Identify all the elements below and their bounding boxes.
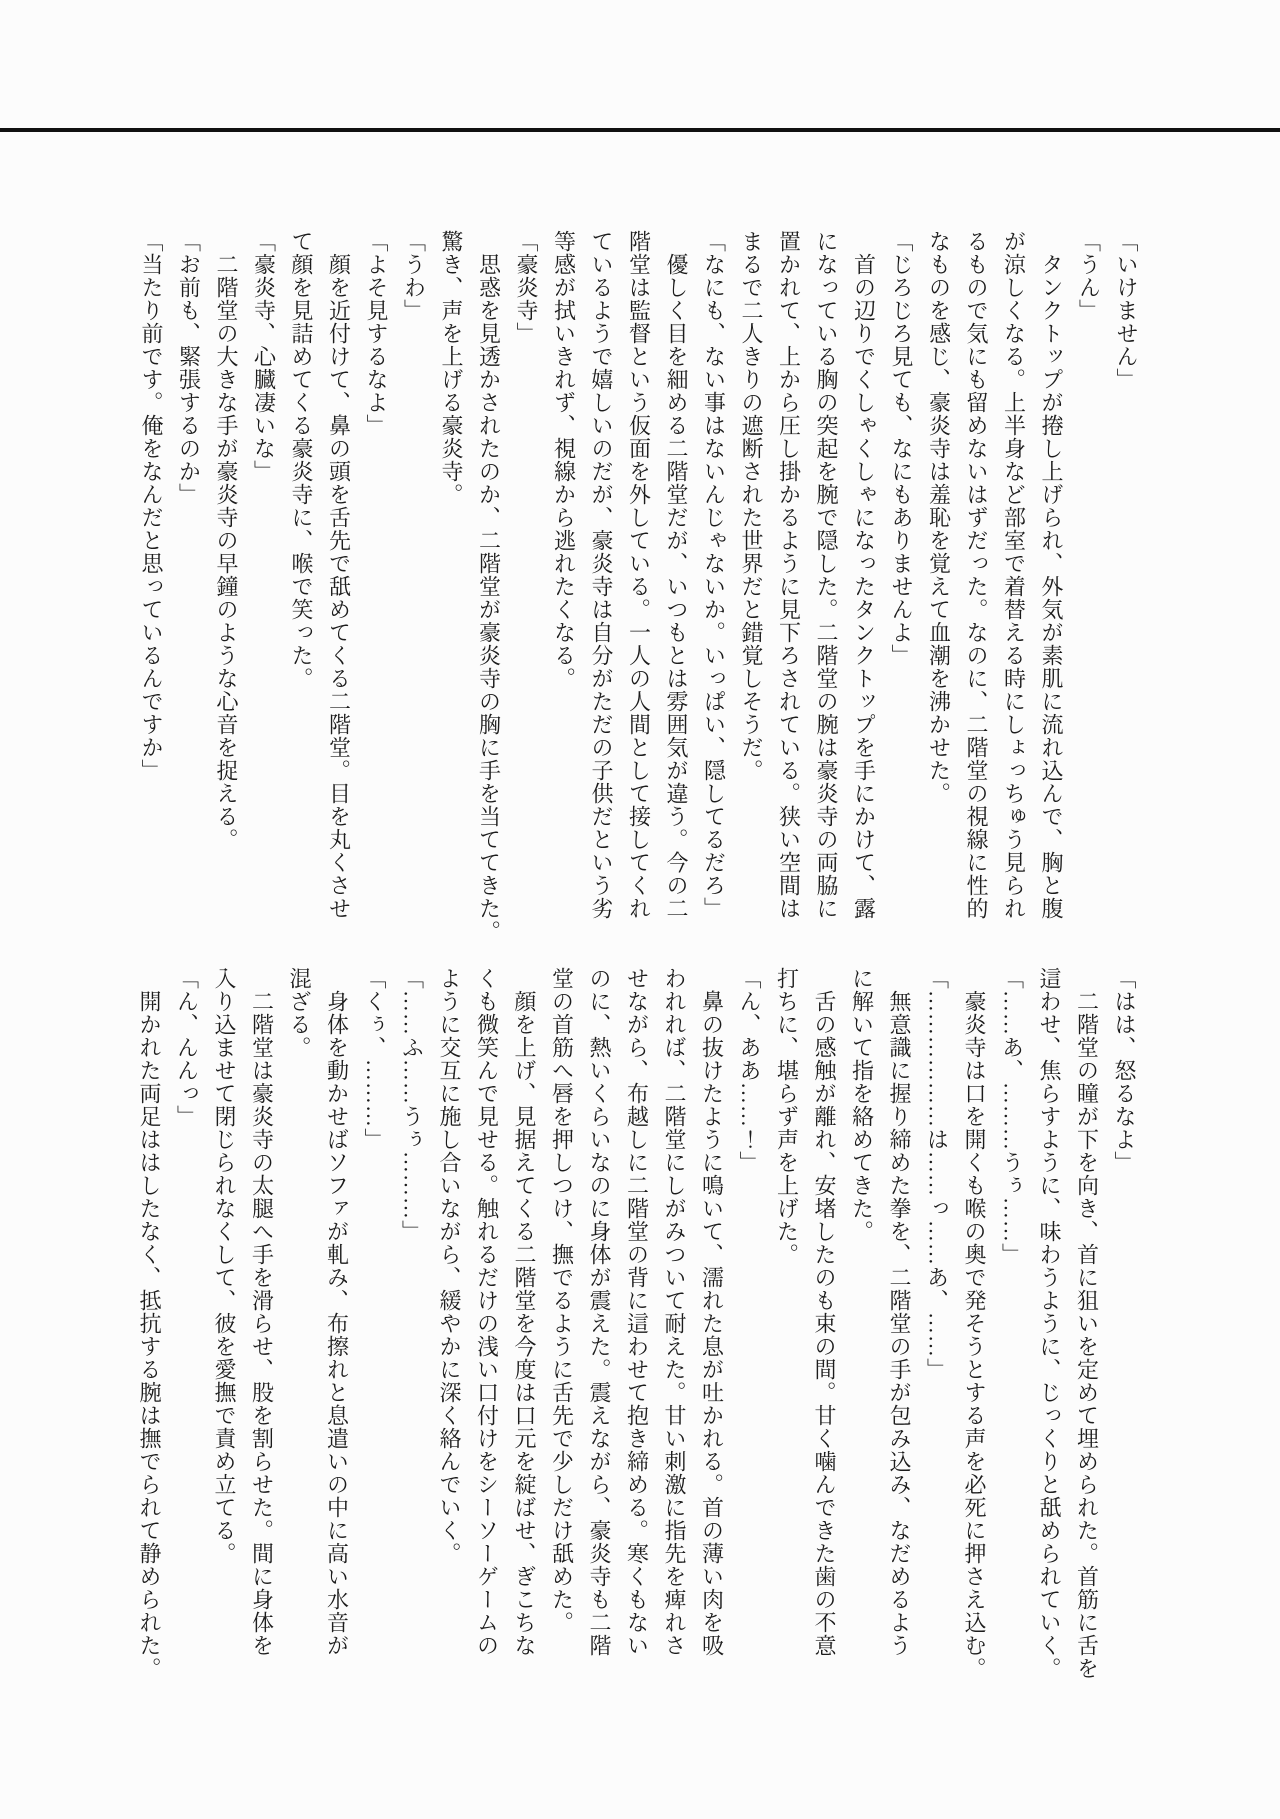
text-column: 「うわ」 [401, 230, 427, 322]
text-column: 二階堂の大きな手が豪炎寺の早鐘のような心音を捉える。 [214, 253, 239, 851]
text-column: くも微笑んで見せる。触れるだけの浅い口付けをシーソーゲームの [474, 967, 500, 1657]
text-column: 「豪炎寺、心臓凄いな」 [251, 230, 277, 483]
text-column: われれば、二階堂にしがみついて耐えた。甘い刺激に指先を痺れさ [662, 967, 687, 1657]
text-column: タンクトップが捲し上げられ、外気が素肌に流れ込んで、胸と腹 [1039, 253, 1064, 920]
text-column: 「はは、怒るなよ」 [1112, 967, 1137, 1174]
text-column: 豪炎寺は口を開くも喉の奥で発そうとする声を必死に押さえ込む。 [962, 990, 987, 1680]
text-column: 「ん、ああ……！」 [737, 967, 762, 1174]
text-column: せながら、布越しに二階堂の背に這わせて抱き締める。寒くもない [624, 967, 650, 1657]
text-column: 「じろじろ見ても、なにもありませんよ」 [889, 230, 914, 667]
text-column: 「くぅ、………」 [362, 967, 387, 1151]
text-column: 混ざる。 [287, 967, 312, 1059]
text-column: 「当たり前です。俺をなんだと思っているんですか」 [139, 230, 164, 782]
text-column: なものを感じ、豪炎寺は羞恥を覚えて血潮を沸かせた。 [926, 230, 952, 805]
text-column: 開かれた両足ははしたなく、抵抗する腕は撫でられて静められた。 [137, 990, 162, 1680]
text-column: 驚き、声を上げる豪炎寺。 [439, 230, 464, 506]
text-column: 階堂は監督という仮面を外している。一人の人間として接してくれ [626, 230, 652, 920]
text-column: 「なにも、ない事はないんじゃないか。いっぱい、隠してるだろ」 [701, 230, 727, 920]
text-column: 首の辺りでくしゃくしゃになったタンクトップを手にかけて、露 [851, 253, 877, 920]
text-column: 身体を動かせばソファが軋み、布擦れと息遣いの中に高い水音が [324, 990, 350, 1657]
text-column: 「……ふ……うぅ………」 [399, 967, 425, 1243]
text-column: 「うん」 [1076, 230, 1102, 322]
text-column: 「………………は……っ……あ、……」 [924, 967, 950, 1381]
text-column: 舌の感触が離れ、安堵したのも束の間。甘く噛んできた歯の不意 [812, 990, 837, 1657]
text-block-bottom [131, 967, 1144, 1712]
text-column: 顔を近付けて、鼻の頭を舌先で舐めてくる二階堂。目を丸くさせ [326, 253, 352, 920]
text-column: 「よそ見するなよ」 [364, 230, 389, 437]
text-column: 二階堂の瞳が下を向き、首に狙いを定めて埋められた。首筋に舌を [1074, 990, 1100, 1680]
text-column: 「いけません」 [1114, 230, 1139, 391]
text-column: 打ちに、堪らず声を上げた。 [774, 967, 800, 1266]
text-column: 無意識に握り締めた拳を、二階堂の手が包み込み、なだめるよう [887, 990, 912, 1657]
text-column: 「お前も、緊張するのか」 [176, 230, 202, 506]
text-column: 等感が拭いきれず、視線から逃れたくなる。 [551, 230, 577, 690]
text-column: 思惑を見透かされたのか、二階堂が豪炎寺の胸に手を当ててきた。 [476, 253, 502, 943]
text-column: 堂の首筋へ唇を押しつけ、撫でるように舌先で少しだけ舐めた。 [549, 967, 575, 1634]
text-column: まるで二人きりの遮断された世界だと錯覚しそうだ。 [739, 230, 764, 782]
text-column: に解いて指を絡めてきた。 [849, 967, 875, 1243]
text-column: 鼻の抜けたように鳴いて、濡れた息が吐かれる。首の薄い肉を吸 [699, 990, 725, 1657]
text-column: て顔を見詰めてくる豪炎寺に、喉で笑った。 [289, 230, 314, 690]
text-column: 「……あ、………うぅ……」 [999, 967, 1025, 1266]
text-column: るもので気にも留めないはずだった。なのに、二階堂の視線に性的 [964, 230, 989, 920]
divider-line [0, 128, 1280, 132]
text-column: 顔を上げ、見据えてくる二階堂を今度は口元を綻ばせ、ぎこちな [512, 990, 537, 1657]
text-column: 「ん、んんっ」 [174, 967, 200, 1128]
text-column: ているようで嬉しいのだが、豪炎寺は自分がただの子供だという劣 [589, 230, 614, 920]
text-column: が涼しくなる。上半身など部室で着替える時にしょっちゅう見られ [1001, 230, 1027, 920]
text-column: 入り込ませて閉じられなくして、彼を愛撫で責め立てる。 [212, 967, 237, 1565]
text-column: 二階堂は豪炎寺の太腿へ手を滑らせ、股を割らせた。間に身体を [249, 990, 275, 1657]
text-column: ように交互に施し合いながら、緩やかに深く絡んでいく。 [437, 967, 462, 1565]
text-column: になっている胸の突起を腕で隠した。二階堂の腕は豪炎寺の両脇に [814, 230, 839, 920]
text-column: 優しく目を細める二階堂だが、いつもとは雰囲気が違う。今の二 [664, 253, 689, 920]
text-column: 「豪炎寺」 [514, 230, 539, 345]
text-column: 置かれて、上から圧し掛かるように見下ろされている。狭い空間は [776, 230, 802, 920]
text-block-top [133, 230, 1146, 975]
text-column: のに、熱いくらいなのに身体が震えた。震えながら、豪炎寺も二階 [587, 967, 612, 1657]
text-column: 這わせ、焦らすように、味わうように、じっくりと舐められていく。 [1037, 967, 1062, 1680]
